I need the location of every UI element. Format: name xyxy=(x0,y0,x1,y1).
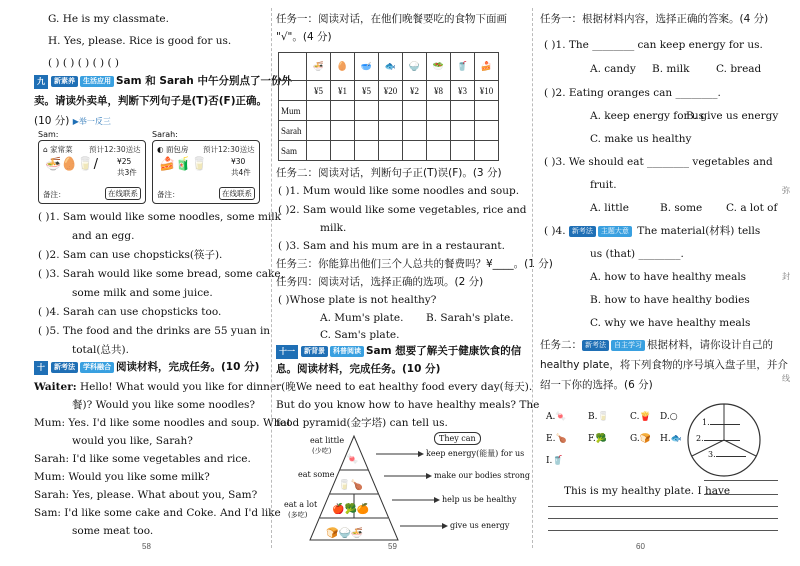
tag: 学科融合 xyxy=(80,362,114,373)
page-60 xyxy=(536,0,800,566)
tag: 主题大意 xyxy=(598,226,632,237)
sarah-price: ¥30 xyxy=(231,157,246,166)
choice-c: C. Sam's plate. xyxy=(320,329,400,341)
margin-char: 封 xyxy=(782,272,790,281)
check-cell[interactable] xyxy=(355,121,379,141)
slot-blank[interactable] xyxy=(710,424,740,425)
plate-slot-3 xyxy=(708,450,746,460)
juice-icon: 🧃 xyxy=(175,157,192,172)
food-option-a xyxy=(546,410,567,424)
eat-little-label: eat little xyxy=(310,436,345,445)
mc-q1-c: C. bread xyxy=(716,63,762,75)
arrow-head xyxy=(442,523,448,529)
writing-line[interactable] xyxy=(704,480,778,481)
section-number: 九 xyxy=(34,75,48,89)
passage-line-3: food pyramid(金字塔) can tell us. xyxy=(276,417,448,429)
arrow-label-3: help us be healthy xyxy=(442,495,517,504)
price-cell: ¥3 xyxy=(451,81,475,101)
sarah-contact-button[interactable]: 在线联系 xyxy=(219,187,255,200)
check-cell[interactable] xyxy=(307,141,331,161)
mc-q2-c: C. make us healthy xyxy=(590,133,692,145)
vegetable-icon: 🥦 xyxy=(595,434,607,444)
section-number: 十一 xyxy=(276,345,298,359)
eat-lot-cn: (多吃) xyxy=(288,511,308,519)
mc-q4-cont: us (that) ________. xyxy=(590,248,684,260)
mc-q3-a: A. little xyxy=(590,202,629,214)
check-cell[interactable] xyxy=(307,121,331,141)
tag: 生活应用 xyxy=(80,76,114,87)
sarah-count: 共4件 xyxy=(231,168,251,177)
orange-icon: ○ xyxy=(669,412,678,422)
opt-label: G. xyxy=(630,434,640,444)
check-cell[interactable] xyxy=(403,121,427,141)
tag: 新考法 xyxy=(582,340,609,351)
tag: 新背景 xyxy=(301,346,328,357)
section-9-header xyxy=(34,74,292,89)
sarah-delivery-time: 预计12:30送达 xyxy=(203,145,255,154)
opt-label: B. xyxy=(588,412,598,422)
candy-icon: 🍬 xyxy=(555,412,567,422)
food-option-g xyxy=(630,432,651,446)
mc-q2-b: B. give us energy xyxy=(686,110,779,122)
p60-task2-cont: healthy plate，将下列食物的序号填入盘子里，并介 xyxy=(540,359,788,371)
p60-task2-title xyxy=(540,338,773,352)
corner-cell xyxy=(279,53,307,81)
section-11-header xyxy=(276,344,521,359)
vegetables-icon: 🥗 xyxy=(427,53,451,81)
tf-s2: ( )2. Sam would like some vegetables, rice and xyxy=(278,204,527,216)
check-cell[interactable] xyxy=(331,121,355,141)
chicken-icon: 🍗 xyxy=(555,434,567,444)
section-10-header xyxy=(34,360,259,375)
check-cell[interactable] xyxy=(403,141,427,161)
opt-label: F. xyxy=(588,434,596,444)
sarah-label: Sarah: xyxy=(152,130,178,139)
milk-icon: 🥛 xyxy=(597,412,609,422)
check-cell[interactable] xyxy=(379,101,403,121)
dialog-text-visible: Hello! What would you like for dinner(晚 xyxy=(76,381,296,393)
section-title: Sam 和 Sarah 中午分别点了一份外 xyxy=(116,75,292,87)
drink-icon: 🥤 xyxy=(552,456,564,466)
tf-q1: ( )1. Sam would like some noodles, some milk xyxy=(38,211,281,223)
tf-q2: ( )2. Sam can use chopsticks(筷子). xyxy=(38,249,223,261)
dialog-sarah-1: Sarah: I'd like some vegetables and rice. xyxy=(34,453,251,465)
sarah-order-card xyxy=(152,140,260,204)
price-cell: ¥8 xyxy=(427,81,451,101)
fish-icon: 🐟 xyxy=(670,434,682,444)
tag: 自主学习 xyxy=(611,340,645,351)
food-option-e xyxy=(546,432,567,446)
table-row xyxy=(279,121,499,141)
section-11-title-2: 息。阅读材料，完成任务。(10 分) xyxy=(276,363,441,375)
price-cell: ¥2 xyxy=(403,81,427,101)
tf-q1-cont: and an egg. xyxy=(72,230,135,242)
check-cell[interactable] xyxy=(427,141,451,161)
check-cell[interactable] xyxy=(403,101,427,121)
check-cell[interactable] xyxy=(331,141,355,161)
chopsticks-icon: / xyxy=(93,157,98,172)
milk-box-icon: 🥛 xyxy=(191,157,208,172)
points: (10 分) xyxy=(34,115,70,127)
option-g: G. He is my classmate. xyxy=(48,13,169,25)
noodles-icon: 🍜 xyxy=(45,157,62,172)
margin-char: 弥 xyxy=(782,186,790,195)
p60-task2-cont-2: 绍一下你的选择。(6 分) xyxy=(540,379,653,391)
price-row xyxy=(279,81,499,101)
q-number: ( )4. xyxy=(544,225,566,237)
check-cell[interactable] xyxy=(451,141,475,161)
grains-icon: 🍞🍚🍜 xyxy=(326,528,364,539)
food-icons-row xyxy=(279,53,499,81)
tf-q5-cont: total(总共). xyxy=(72,344,129,356)
page-number: 60 xyxy=(636,542,645,551)
egg-icon: 🥚 xyxy=(61,157,78,172)
eat-lot-label: eat a lot xyxy=(284,500,318,509)
food-option-c xyxy=(630,410,651,424)
dialog-waiter-cont: 餐)? Would you like some noodles? xyxy=(72,399,256,411)
choice-question: ( )Whose plate is not healthy? xyxy=(278,294,437,306)
sam-price: ¥25 xyxy=(117,157,132,166)
tag: 新考法 xyxy=(569,226,596,237)
food-option-h xyxy=(660,432,682,446)
hint-label: 举一反三 xyxy=(78,117,111,126)
opt-label: I. xyxy=(546,456,553,466)
option-h: H. Yes, please. Rice is good for us. xyxy=(48,35,232,47)
food-table xyxy=(278,52,499,161)
table-row xyxy=(279,101,499,121)
task3-title: 任务三：你能算出他们三个人总共的餐费吗？¥____。(1 分) xyxy=(276,258,553,270)
slot-number: 3. xyxy=(708,450,716,459)
check-cell[interactable] xyxy=(355,141,379,161)
food-option-b xyxy=(588,410,609,424)
slot-number: 1. xyxy=(702,418,710,427)
mc-q3: ( )3. We should eat ________ vegetables and xyxy=(544,156,773,168)
slot-number: 2. xyxy=(696,434,704,443)
price-cell: ¥10 xyxy=(475,81,499,101)
sarah-food-icons xyxy=(159,157,208,172)
rice-icon: 🍚 xyxy=(403,53,427,81)
tf-s2-cont: milk. xyxy=(320,222,347,234)
check-cell[interactable] xyxy=(307,101,331,121)
check-cell[interactable] xyxy=(475,101,499,121)
tf-s3: ( )3. Sam and his mum are in a restaurant. xyxy=(278,240,505,252)
food-option-d xyxy=(660,410,678,424)
dialog-mum-2: Mum: Would you like some milk? xyxy=(34,471,210,483)
passage-line-2: But do you know how to have healthy meals? The xyxy=(276,399,540,411)
check-cell[interactable] xyxy=(427,121,451,141)
task-text: 根据材料，请你设计自己的 xyxy=(647,339,773,351)
tf-q3: ( )3. Sarah would like some bread, some cake, xyxy=(38,268,284,280)
mc-q4-a: A. how to have healthy meals xyxy=(590,271,747,283)
choice-a: A. Mum's plate. xyxy=(320,312,404,324)
food-option-i xyxy=(546,454,564,468)
passage-line-1: We need to eat healthy food every day(每天). xyxy=(296,381,533,393)
price-cell: ¥1 xyxy=(331,81,355,101)
house-icon: ⌂ xyxy=(43,145,48,154)
opt-label: H. xyxy=(660,434,671,444)
check-cell[interactable] xyxy=(355,101,379,121)
food-option-f xyxy=(588,432,607,446)
tf-q5: ( )5. The food and the drinks are 55 yuan in xyxy=(38,325,271,337)
check-cell[interactable] xyxy=(427,101,451,121)
section-number: 十 xyxy=(34,361,48,375)
sam-shop xyxy=(43,144,73,155)
dialog-mum-1: Mum: Yes. I'd like some noodles and soup. What xyxy=(34,417,291,429)
arrow-label-2: make our bodies strong xyxy=(434,471,531,480)
sam-food-icons xyxy=(45,157,98,172)
tag: 新素养 xyxy=(51,76,78,87)
arrow-head xyxy=(426,473,432,479)
dialog-sam-cont: some meat too. xyxy=(72,525,154,537)
mc-q3-b: B. some xyxy=(660,202,703,214)
row-label: Sam xyxy=(279,141,307,161)
sam-count: 共3件 xyxy=(117,168,137,177)
p60-task1-title: 任务一：根据材料内容，选择正确的答案。(4 分) xyxy=(540,13,769,25)
mc-q4 xyxy=(544,224,760,238)
shop-name: 家常菜 xyxy=(50,145,73,154)
section-title: Sam 想要了解关于健康饮食的信 xyxy=(366,345,522,357)
check-cell[interactable] xyxy=(379,141,403,161)
margin-char: 线 xyxy=(782,374,790,383)
slot-blank[interactable] xyxy=(704,440,740,441)
eat-little-cn: (少吃) xyxy=(312,447,332,455)
bread-icon: 🍞 xyxy=(639,434,651,444)
corner-cell xyxy=(279,81,307,101)
arrow-heads xyxy=(418,451,448,529)
mc-q2-a: A. keep energy for us xyxy=(590,110,705,122)
section-9-points xyxy=(34,114,111,129)
mc-q1-b: B. milk xyxy=(652,63,690,75)
milk-icon: 🥛 xyxy=(77,157,94,172)
price-cell: ¥5 xyxy=(307,81,331,101)
task4-title: 任务四：阅读对话，选择正确的选项。(2 分) xyxy=(276,276,484,288)
page-number: 59 xyxy=(388,542,397,551)
sam-label: Sam: xyxy=(38,130,59,139)
plate-slot-1 xyxy=(702,418,740,428)
speaker: Waiter: xyxy=(34,381,77,393)
choice-b: B. Sarah's plate. xyxy=(426,312,514,324)
price-cell: ¥20 xyxy=(379,81,403,101)
sam-contact-button[interactable]: 在线联系 xyxy=(105,187,141,200)
writing-line[interactable] xyxy=(704,494,778,495)
writing-line[interactable] xyxy=(548,518,778,519)
task1-title: 任务一：阅读对话，在他们晚餐要吃的食物下面画 xyxy=(276,13,507,25)
dialog-sarah-2: Sarah: Yes, please. What about you, Sam? xyxy=(34,489,258,501)
mc-q1: ( )1. The ________ can keep energy for us. xyxy=(544,39,763,51)
dialog-mum-1-cont: would you like, Sarah? xyxy=(72,435,193,447)
mc-q4-b: B. how to have healthy bodies xyxy=(590,294,750,306)
check-cell[interactable] xyxy=(331,101,355,121)
coke-icon: 🥤 xyxy=(451,53,475,81)
tf-s1: ( )1. Mum would like some noodles and soup. xyxy=(278,185,520,197)
arrow-head xyxy=(434,497,440,503)
cake-icon: 🍰 xyxy=(159,157,176,172)
noodles-icon: 🍜 xyxy=(307,53,331,81)
candy-icon: 🍬 xyxy=(346,454,359,465)
section-9-title-2: 卖。请读外卖单，判断下列句子是(T)否(F)正确。 xyxy=(34,95,268,107)
arrow-head xyxy=(418,451,424,457)
q-text: The material(材料) tells xyxy=(637,225,761,237)
bread-icon: ◐ xyxy=(157,145,164,154)
eat-some-label: eat some xyxy=(298,470,335,479)
arrow-label-1: keep energy(能量) for us xyxy=(426,449,525,458)
opt-label: A. xyxy=(546,412,556,422)
row-label: Sarah xyxy=(279,121,307,141)
sarah-shop xyxy=(157,144,188,155)
tf-q3-cont: some milk and some juice. xyxy=(72,287,213,299)
milk-icon: 🥛🍗 xyxy=(338,480,363,491)
check-cell[interactable] xyxy=(379,121,403,141)
page-number: 58 xyxy=(142,542,151,551)
page-divider xyxy=(532,8,533,548)
mc-q2: ( )2. Eating oranges can ________. xyxy=(544,87,721,99)
fish-icon: 🐟 xyxy=(379,53,403,81)
they-can-bubble: They can xyxy=(434,432,481,445)
mc-q4-c: C. why we have healthy meals xyxy=(590,317,751,329)
arrow-label-4: give us energy xyxy=(450,521,510,530)
tag: 新考法 xyxy=(51,362,78,373)
opt-label: D. xyxy=(660,412,670,422)
row-label: Mum xyxy=(279,101,307,121)
writing-line[interactable] xyxy=(548,530,778,531)
mc-q1-a: A. candy xyxy=(590,63,636,75)
slot-blank[interactable] xyxy=(716,456,746,457)
check-cell[interactable] xyxy=(475,141,499,161)
section-title: 阅读材料，完成任务。(10 分) xyxy=(116,361,260,373)
dialog-sam: Sam: I'd like some cake and Coke. And I'd like xyxy=(34,507,281,519)
tag: 科普阅读 xyxy=(330,346,364,357)
cake-icon: 🍰 xyxy=(475,53,499,81)
dialog-waiter xyxy=(34,380,296,394)
check-cell[interactable] xyxy=(451,101,475,121)
task1-title-cont: "√"。(4 分) xyxy=(276,31,332,43)
sam-order-card xyxy=(38,140,146,204)
fruit-veg-icon: 🍎🥦🍊 xyxy=(332,504,370,515)
page-divider xyxy=(271,8,272,548)
task2-title: 任务二：阅读对话，判断句子正(T)误(F)。(3 分) xyxy=(276,167,502,179)
chips-icon: 🍟 xyxy=(639,412,651,422)
page-59 xyxy=(276,0,553,566)
plate-slot-2 xyxy=(696,434,740,444)
mc-q3-c: C. a lot of xyxy=(726,202,778,214)
egg-icon: 🥚 xyxy=(331,53,355,81)
answer-blanks: ( ) ( ) ( ) ( ) ( ) xyxy=(48,57,120,69)
table-row xyxy=(279,141,499,161)
task-label: 任务二： xyxy=(540,339,582,351)
mc-q3-cont: fruit. xyxy=(590,179,617,191)
soup-icon: 🥣 xyxy=(355,53,379,81)
sarah-note: 备注： xyxy=(157,190,180,199)
shop-name: 面包房 xyxy=(165,145,189,154)
plate-sentence: This is my healthy plate. I have xyxy=(564,485,731,497)
opt-label: C. xyxy=(630,412,640,422)
sam-note: 备注： xyxy=(43,190,66,199)
check-cell[interactable] xyxy=(451,121,475,141)
writing-line[interactable] xyxy=(548,506,778,507)
check-cell[interactable] xyxy=(475,121,499,141)
opt-label: E. xyxy=(546,434,556,444)
tf-q4: ( )4. Sarah can use chopsticks too. xyxy=(38,306,222,318)
price-cell: ¥5 xyxy=(355,81,379,101)
sam-delivery-time: 预计12:30送达 xyxy=(89,145,141,154)
hint-icon: ▶ xyxy=(72,117,79,126)
